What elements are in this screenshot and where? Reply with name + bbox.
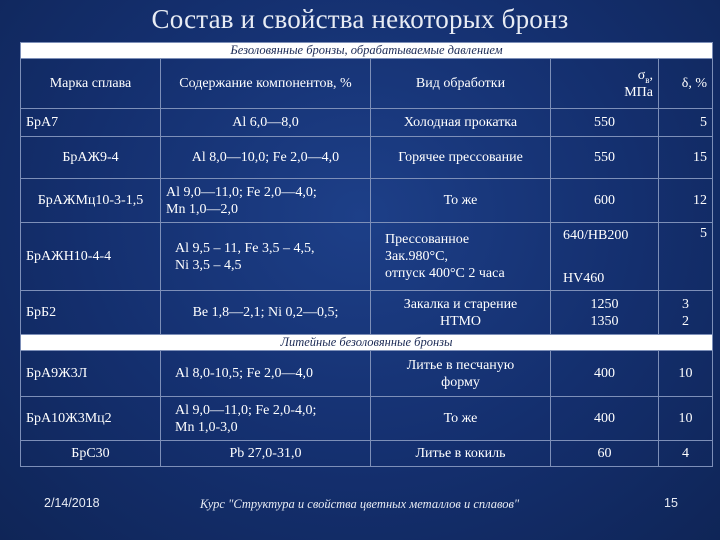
grade-cell: БрА10Ж3Мц2 [21, 397, 161, 441]
processing-cell: Литье в кокиль [371, 441, 551, 467]
processing-line: форму [441, 374, 480, 390]
header-composition: Содержание компонентов, % [161, 59, 371, 109]
section-row-wrought [21, 43, 713, 59]
composition-cell: Al 8,0—10,0; Fe 2,0—4,0 [161, 137, 371, 179]
processing-cell: Холодная прокатка [371, 109, 551, 137]
header-row [21, 59, 713, 109]
delta-cell: 15 [659, 137, 713, 179]
section-title-cast: Литейные безоловянные бронзы [21, 335, 713, 351]
table-row [21, 291, 713, 335]
processing-cell [371, 223, 551, 291]
composition-line: Mn 1,0-3,0 [175, 419, 238, 435]
sigma-cell: 400 [551, 397, 659, 441]
sigma-cell [551, 291, 659, 335]
composition-line: Mn 1,0—2,0 [166, 201, 238, 217]
table-row [21, 109, 713, 137]
sigma-line: 640/НВ200 [563, 227, 629, 243]
composition-line: Al 9,5 – 11, Fe 3,5 – 4,5, [175, 240, 315, 256]
delta-cell: 10 [659, 351, 713, 397]
grade-cell: БрБ2 [21, 291, 161, 335]
sigma-cell: 400 [551, 351, 659, 397]
delta-cell: 5 [659, 109, 713, 137]
processing-cell: То же [371, 179, 551, 223]
processing-line: Зак.980°С, [385, 249, 448, 264]
table-row [21, 397, 713, 441]
composition-cell [161, 223, 371, 291]
processing-line: Закалка и старение [403, 296, 518, 312]
header-grade: Марка сплава [21, 59, 161, 109]
grade-cell: БрА9Ж3Л [21, 351, 161, 397]
grade-cell: БрС30 [21, 441, 161, 467]
table-row [21, 441, 713, 467]
header-processing: Вид обработки [371, 59, 551, 109]
composition-line: Al 9,0—11,0; Fe 2,0-4,0; [175, 402, 317, 418]
processing-line: отпуск 400°С 2 часа [385, 266, 505, 281]
grade-cell: БрАЖ9-4 [21, 137, 161, 179]
composition-line: Ni 3,5 – 4,5 [175, 257, 242, 273]
grade-cell: БрАЖН10-4-4 [21, 223, 161, 291]
slide-title: Состав и свойства некоторых бронз [151, 4, 569, 34]
footer-date: 2/14/2018 [44, 496, 100, 510]
sigma-line: HV460 [563, 270, 605, 286]
composition-cell: Pb 27,0-31,0 [161, 441, 371, 467]
sigma-cell: 550 [551, 109, 659, 137]
sigma-line: 1250 [590, 296, 619, 312]
delta-cell [659, 291, 713, 335]
page-number: 15 [664, 496, 678, 510]
sigma-unit: МПа [624, 84, 653, 100]
table-row [21, 137, 713, 179]
processing-cell: То же [371, 397, 551, 441]
sigma-cell [551, 223, 659, 291]
table-row [21, 223, 713, 291]
processing-line: Литье в песчаную [406, 357, 515, 373]
sigma-symbol: σ [637, 67, 646, 83]
composition-cell: Be 1,8—2,1; Ni 0,2—0,5; [161, 291, 371, 335]
composition-cell [161, 179, 371, 223]
delta-cell: 10 [659, 397, 713, 441]
header-delta: δ, % [659, 59, 713, 109]
composition-line: Al 9,0—11,0; Fe 2,0—4,0; [166, 184, 317, 200]
section-row-cast [21, 335, 713, 351]
processing-line: НТМО [439, 313, 482, 329]
processing-cell [371, 291, 551, 335]
sigma-subscript: в [645, 74, 650, 85]
sigma-cell: 550 [551, 137, 659, 179]
delta-line: 2 [682, 313, 689, 329]
composition-cell: Al 8,0-10,5; Fe 2,0—4,0 [161, 351, 371, 397]
table-row [21, 351, 713, 397]
header-sigma: $\sigma_в$, МПа [551, 59, 659, 109]
delta-cell: 5 [659, 223, 713, 291]
delta-cell: 4 [659, 441, 713, 467]
delta-cell: 12 [659, 179, 713, 223]
sigma-cell: 60 [551, 441, 659, 467]
processing-line: Прессованное [385, 232, 470, 247]
bronze-table [20, 42, 713, 467]
processing-cell: Горячее прессование [371, 137, 551, 179]
delta-line: 3 [682, 296, 689, 312]
table-row [21, 179, 713, 223]
sigma-cell: 600 [551, 179, 659, 223]
section-title-wrought: Безоловянные бронзы, обрабатываемые давлением [21, 43, 713, 59]
grade-cell: БрАЖМц10-3-1,5 [21, 179, 161, 223]
footer-course: Курс "Структура и свойства цветных металлов и сплавов" [200, 497, 520, 511]
composition-cell [161, 397, 371, 441]
processing-cell [371, 351, 551, 397]
sigma-line: 1350 [590, 313, 619, 329]
composition-cell: Al 6,0—8,0 [161, 109, 371, 137]
grade-cell: БрА7 [21, 109, 161, 137]
